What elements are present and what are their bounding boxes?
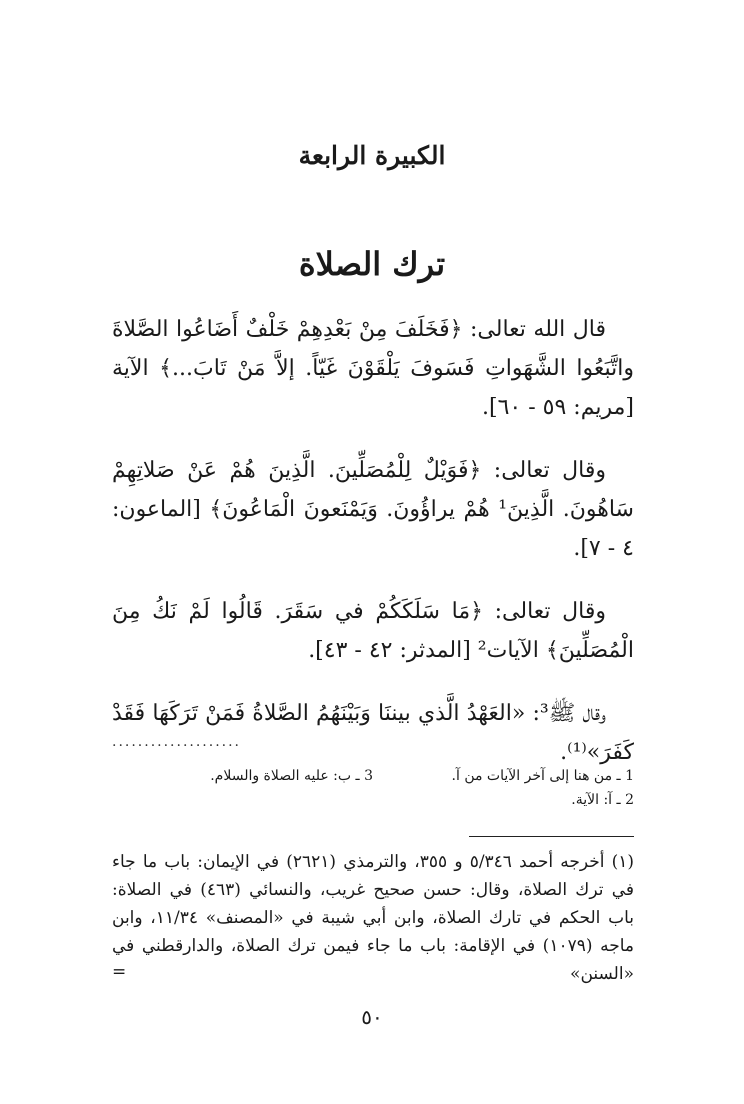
variant-row — [112, 764, 634, 788]
section-title: ترك الصلاة — [298, 245, 446, 283]
chapter-title: الكبيرة الرابعة — [298, 141, 446, 170]
footnote-divider — [469, 836, 634, 837]
manuscript-variants — [112, 764, 634, 812]
variant-note-2: 2 ـ آ: الآية. — [571, 792, 634, 808]
main-text — [112, 310, 634, 796]
variant-note-3: 3 ـ ب: عليه الصلاة والسلام. — [210, 768, 373, 784]
page-number: ٥٠ — [361, 1005, 383, 1029]
footnote-1: (١) أخرجه أحمد ٥/٣٤٦ و ٣٥٥، والترمذي (٢٦٢١) في الإيمان: باب ما جاء في ترك الصلاة، وقال: حسن صحيح غريب، والنسائي (٤٦٣) في الصلاة: باب الحكم في تارك الصلاة، وابن أبي شيبة في «المصنف» ١١/٣٤، وابن ماجه (١٠٧٩) في الإقامة: باب ما جاء فيمن ترك الصلاة، والدارقطني في «السنن» — [112, 852, 635, 984]
variants-separator: .................... — [112, 734, 242, 750]
variant-note-1: 1 ـ من هنا إلى آخر الآيات من آ. — [451, 768, 634, 784]
variant-row — [112, 788, 634, 812]
footnote-continuation-mark: = — [112, 962, 127, 982]
paragraph-muddathir: وقال تعالى: ﴿مَا سَلَكَكُمْ في سَقَرَ. قَالُوا لَمْ نَكُ مِنَ الْمُصَلِّينَ﴾ الآيات² [المدثر: ٤٢ - ٤٣]. — [112, 599, 634, 663]
paragraph-hadith: وقال ﷺ³: «العَهْدُ الَّذي بيننَا وَبَيْنَهُمُ الصَّلاةُ فَمَنْ تَرَكَهَا فَقَدْ كَفَرَ»⁽¹⁾. — [112, 701, 634, 765]
paragraph-maun: وقال تعالى: ﴿فَوَيْلٌ لِلْمُصَلِّينَ. الَّذِينَ هُمْ عَنْ صَلاتِهِمْ سَاهُونَ. الَّذِينَ¹ هُمْ يراؤُونَ. وَيَمْنَعونَ الْمَاعُونَ﴾ [الماعون: ٤ - ٧]. — [112, 458, 634, 561]
paragraph-maryam: قال الله تعالى: ﴿فَخَلَفَ مِنْ بَعْدِهِمْ خَلْفٌ أَضَاعُوا الصَّلاةَ واتَّبَعُوا الشَّهَواتِ فَسَوفَ يَلْقَوْنَ غَيّاً. إلاَّ مَنْ تَابَ...﴾ الآية [مريم: ٥٩ - ٦٠]. — [112, 317, 634, 420]
